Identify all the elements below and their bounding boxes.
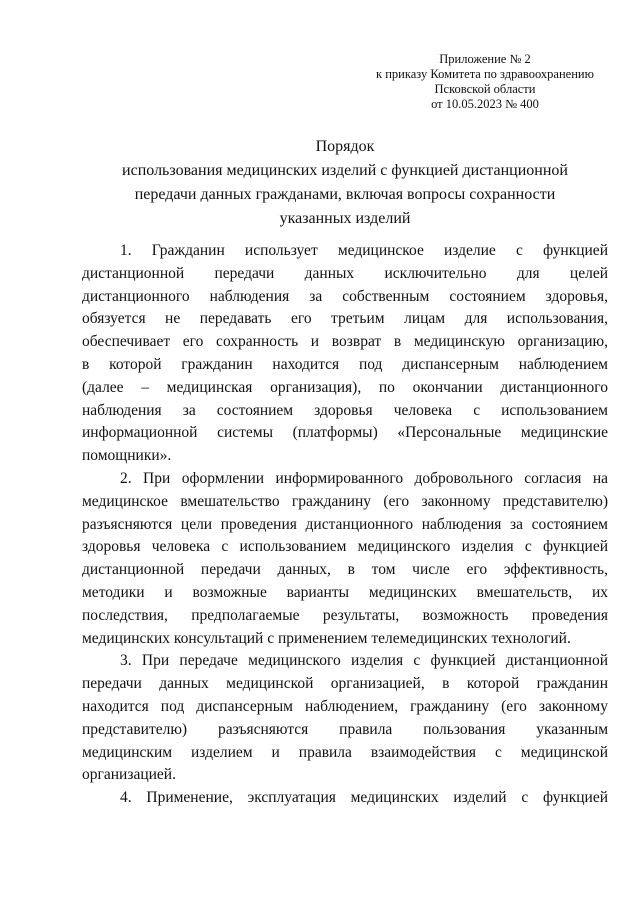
paragraph-line: разъясняются цели проведения дистанционного наблюдения за состоянием (82, 515, 608, 533)
paragraph-line: обеспечивает его сохранность и возврат в медицинскую организацию, (82, 333, 608, 351)
paragraph-line: последствия, предполагаемые результаты, возможность проведения (82, 606, 608, 624)
paragraph-line: дистанционной передачи данных исключительно для целей (82, 264, 608, 282)
appendix-order-ref: к приказу Комитета по здравоохранению (376, 67, 594, 81)
paragraph-1 (82, 240, 608, 468)
paragraph-line: здоровья человека с использованием медицинского изделия с функцией (82, 538, 608, 556)
paragraph-3 (82, 650, 608, 787)
appendix-date-number: от 10.05.2023 № 400 (431, 97, 539, 111)
paragraph-line: находится под диспансерным наблюдением, гражданину (его законному (82, 697, 608, 715)
paragraph-line: обязуется не передавать его третьим лицам для использования, (82, 310, 608, 328)
paragraph-line: 4. Применение, эксплуатация медицинских изделий с функцией (120, 789, 608, 807)
paragraph-line: передачи данных медицинской организацией, в которой гражданин (82, 675, 608, 693)
paragraph-line: (далее – медицинская организация), по окончании дистанционного (82, 378, 608, 396)
paragraph-line: информационной системы (платформы) «Персональные медицинские (82, 424, 608, 442)
appendix-number: Приложение № 2 (439, 52, 531, 66)
title-line-4: указанных изделий (279, 210, 411, 227)
title-line-1: Порядок (315, 138, 375, 155)
paragraph-line: медицинских консультаций с применением телемедицинских технологий. (82, 629, 571, 647)
paragraph-line: медицинским изделием и правила взаимодействия с медицинской (82, 743, 608, 761)
paragraph-line: наблюдения за состоянием здоровья человека с использованием (82, 401, 608, 419)
paragraph-line: 1. Гражданин использует медицинское изделие с функцией (120, 242, 608, 259)
paragraph-line: 3. При передаче медицинского изделия с функцией дистанционной (120, 652, 608, 670)
appendix-header (360, 52, 610, 112)
paragraph-line: организацией. (82, 766, 176, 784)
appendix-region: Псковской области (434, 82, 536, 96)
paragraph-line: методики и возможные варианты медицинских вмешательств, их (82, 583, 608, 601)
paragraph-line: дистанционной передачи данных, в том числе его эффективность, (82, 561, 608, 579)
paragraph-4 (82, 787, 608, 810)
title-line-2: использования медицинских изделий с функцией дистанционной (122, 162, 568, 179)
paragraph-line: медицинское вмешательство гражданину (его законному представителю) (82, 492, 608, 510)
document-title (80, 135, 610, 231)
title-line-3: передачи данных гражданами, включая вопросы сохранности (134, 186, 556, 203)
paragraph-line: дистанционного наблюдения за собственным состоянием здоровья, (82, 287, 608, 305)
paragraph-line: представителю) разъясняются правила пользования указанным (82, 720, 608, 738)
paragraph-line: 2. При оформлении информированного добровольного согласия на (120, 469, 608, 487)
paragraph-2 (82, 468, 608, 650)
paragraph-line: в которой гражданин находится под диспансерным наблюдением (82, 355, 608, 373)
document-body (82, 240, 608, 810)
paragraph-line: помощники». (82, 447, 172, 465)
